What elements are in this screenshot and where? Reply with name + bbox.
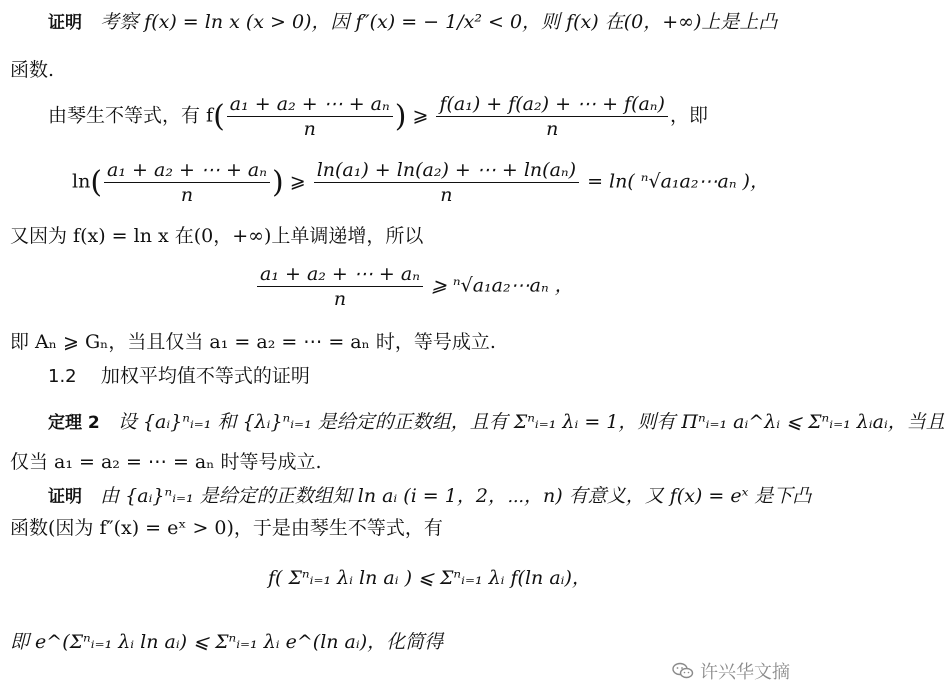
jensen-statement: 由琴生不等式，有 f( $\frac{\text{a₁ + a₂ + ⋯ + aₙ}}{n}$ ) ⩾ $\frac{\text{f(a₁) + f(a₂) + ⋯ + f(aₙ)}}{n}$ ，即 bbox=[48, 93, 708, 140]
paragraph-simplify: 即 e^(Σⁿᵢ₌₁ λᵢ ln aᵢ) ⩽ Σⁿᵢ₌₁ λᵢ e^(ln aᵢ)，化简得 bbox=[10, 631, 444, 653]
section-heading bbox=[48, 364, 310, 389]
proof-paragraph-2-cont: 函数(因为 f″(x) = eˣ > 0)，于是由琴生不等式，有 bbox=[10, 517, 443, 539]
theorem-label: 定理 2 bbox=[48, 413, 100, 433]
watermark-text: 许兴华文摘 bbox=[700, 662, 790, 683]
paragraph-monotone: 又因为 f(x) = ln x 在(0，+∞)上单调递增，所以 bbox=[10, 225, 424, 247]
theorem-paragraph bbox=[48, 410, 945, 435]
jensen-lead: 由琴生不等式，有 f bbox=[48, 104, 214, 127]
equation-ln-inequality: ln( $\frac{\text{a₁ + a₂ + ⋯ + aₙ}}{n}$ ) ⩾ $\frac{\text{ln(a₁) + ln(a₂) + ⋯ + ln(aₙ)}}{n}$ = ln( ⁿ√a₁a₂⋯aₙ )， bbox=[72, 159, 769, 206]
proof-label-2: 证明 bbox=[48, 487, 82, 507]
proof-text: 考察 f(x) = ln x (x > 0)，因 f″(x) = − 1/x² < 0，则 f(x) 在(0，+∞)上是上凸 bbox=[100, 11, 778, 33]
equation-jensen-weighted: f( Σⁿᵢ₌₁ λᵢ ln aᵢ ) ⩽ Σⁿᵢ₌₁ λᵢ f(ln aᵢ)， bbox=[268, 567, 591, 589]
section-number: 1.2 bbox=[48, 366, 77, 387]
proof-paragraph-1-cont: 函数. bbox=[10, 59, 55, 81]
theorem-text: 设 {aᵢ}ⁿᵢ₌₁ 和 {λᵢ}ⁿᵢ₌₁ 是给定的正数组，且有 Σⁿᵢ₌₁ λᵢ = 1，则有 Πⁿᵢ₌₁ aᵢ^λᵢ ⩽ Σⁿᵢ₌₁ λᵢaᵢ，当且 bbox=[117, 411, 945, 433]
wechat-icon bbox=[672, 662, 694, 680]
section-title: 加权平均值不等式的证明 bbox=[100, 365, 310, 387]
proof-label: 证明 bbox=[48, 13, 82, 33]
proof-text-2: 由 {aᵢ}ⁿᵢ₌₁ 是给定的正数组知 ln aᵢ (i = 1，2，⋯，n) 有意义，又 f(x) = eˣ 是下凸 bbox=[100, 485, 812, 507]
proof-paragraph-2 bbox=[48, 484, 811, 509]
paragraph-equality: 即 Aₙ ⩾ Gₙ，当且仅当 a₁ = a₂ = ⋯ = aₙ 时，等号成立. bbox=[10, 331, 496, 353]
theorem-paragraph-cont: 仅当 a₁ = a₂ = ⋯ = aₙ 时等号成立. bbox=[10, 451, 322, 473]
watermark bbox=[672, 658, 790, 684]
equation-am-gm: $\frac{\text{a₁ + a₂ + ⋯ + aₙ}}{n}$ ⩾ ⁿ√a₁a₂⋯aₙ ， bbox=[255, 262, 574, 311]
fraction-f-mean: $\frac{\text{f(a₁) + f(a₂) + ⋯ + f(aₙ)}}{n}$ bbox=[436, 92, 668, 141]
proof-paragraph-1 bbox=[48, 10, 777, 35]
fraction-mean: $\frac{\text{a₁ + a₂ + ⋯ + aₙ}}{n}$ bbox=[227, 92, 393, 141]
